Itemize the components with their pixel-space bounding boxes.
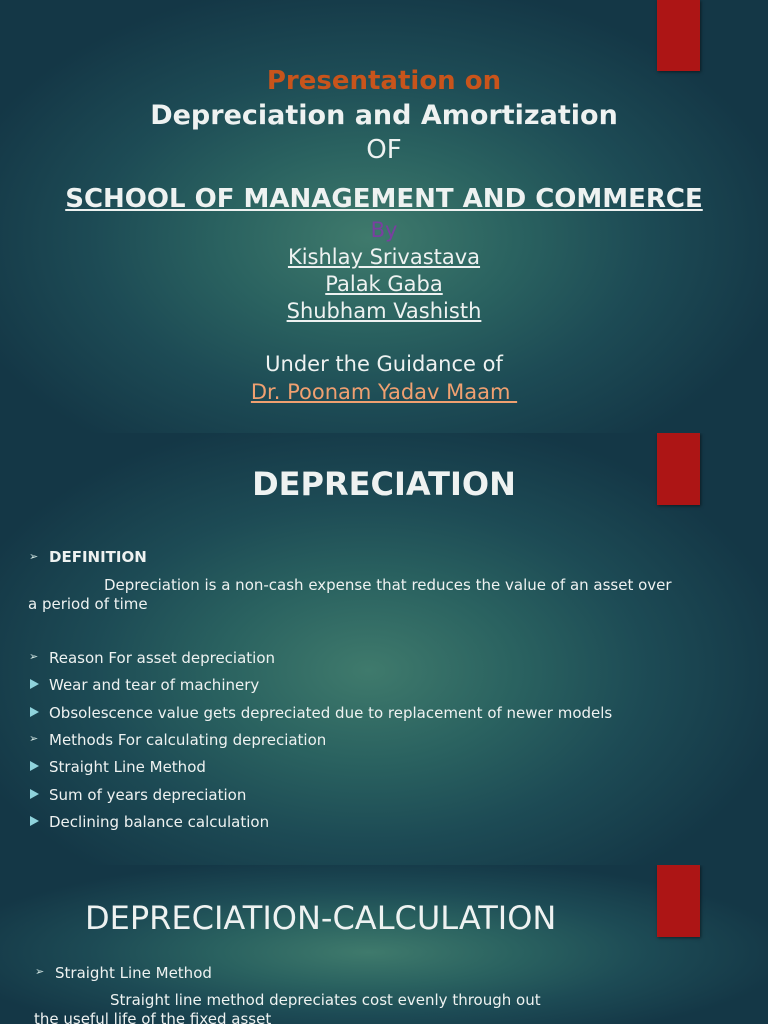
triangle-bullet-icon bbox=[30, 679, 39, 689]
red-accent-bar bbox=[657, 0, 700, 71]
body-text: the useful life of the fixed asset bbox=[34, 1010, 272, 1024]
guidance-label: Under the Guidance of bbox=[265, 352, 503, 376]
body-text: Straight line method depreciates cost evenly through out bbox=[110, 991, 541, 1009]
school-name: SCHOOL OF MANAGEMENT AND COMMERCE bbox=[65, 184, 703, 214]
presentation-title: Depreciation and Amortization bbox=[150, 100, 618, 131]
triangle-bullet-icon bbox=[30, 789, 39, 799]
triangle-bullet-icon bbox=[30, 707, 39, 717]
arrowhead-bullet-icon: ➢ bbox=[29, 550, 39, 563]
bullet-text: Sum of years depreciation bbox=[49, 785, 247, 804]
arrowhead-bullet-icon: ➢ bbox=[35, 965, 45, 978]
bullet-text: Straight Line Method bbox=[49, 758, 206, 777]
definition-text: a period of time bbox=[28, 595, 148, 613]
author: Kishlay Srivastava bbox=[287, 245, 481, 269]
definition-text: Depreciation is a non-cash expense that reduces the value of an asset over bbox=[104, 576, 672, 594]
author: Palak Gaba bbox=[325, 272, 443, 296]
bullet-text: Wear and tear of machinery bbox=[49, 676, 260, 695]
triangle-bullet-icon bbox=[30, 816, 39, 826]
red-accent-bar bbox=[657, 865, 700, 937]
bullet-text: Methods For calculating depreciation bbox=[49, 730, 327, 749]
bullet-text: Declining balance calculation bbox=[49, 812, 270, 831]
bullet-text: Straight Line Method bbox=[55, 964, 212, 982]
triangle-bullet-icon bbox=[30, 761, 39, 771]
guide-name: Dr. Poonam Yadav Maam bbox=[250, 380, 518, 404]
slide-title bbox=[0, 0, 768, 433]
slide-depreciation-calculation bbox=[0, 865, 768, 1024]
slide-heading: DEPRECIATION-CALCULATION bbox=[85, 899, 557, 937]
definition-label: DEFINITION bbox=[49, 548, 147, 566]
of-text: OF bbox=[366, 135, 402, 165]
by-text: By bbox=[370, 218, 398, 242]
slide-depreciation bbox=[0, 433, 768, 865]
presentation-on: Presentation on bbox=[266, 66, 502, 96]
arrowhead-bullet-icon: ➢ bbox=[29, 650, 39, 663]
author: Shubham Vashisth bbox=[286, 299, 482, 323]
bullet-text: Obsolescence value gets depreciated due to replacement of newer models bbox=[49, 703, 613, 722]
bullet-text: Reason For asset depreciation bbox=[49, 649, 276, 667]
arrowhead-bullet-icon: ➢ bbox=[29, 731, 39, 745]
slide-heading: DEPRECIATION bbox=[252, 465, 516, 503]
